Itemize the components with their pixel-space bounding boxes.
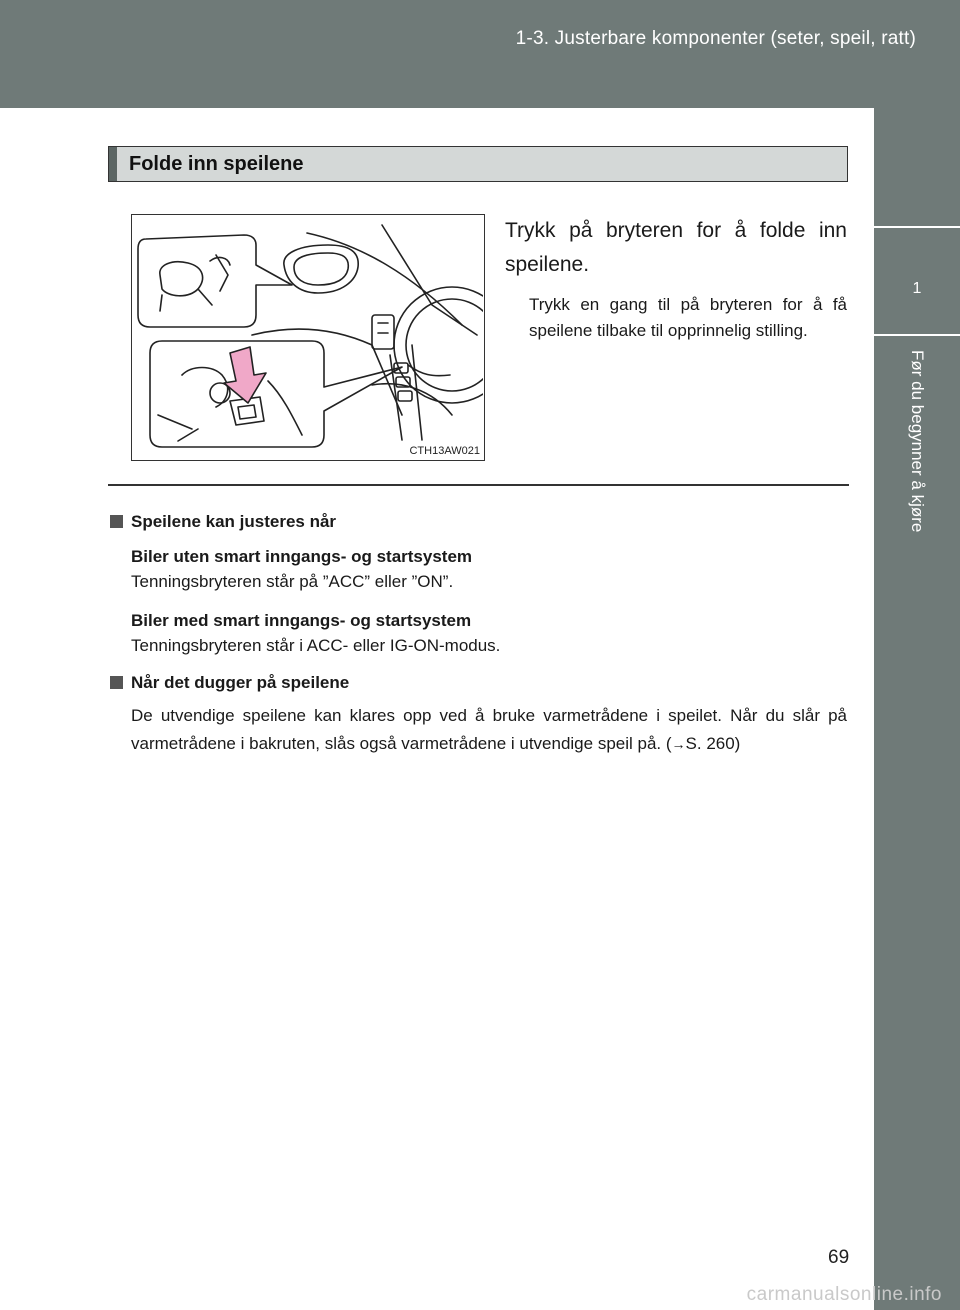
mirror-switch-drawing [132,215,483,459]
no-smart-text: Tenningsbryteren står på ”ACC” eller ”ON”. [131,572,454,591]
bullet-square-icon [110,676,123,689]
page-reference-link[interactable]: S. 260) [685,734,741,753]
section-heading [108,146,848,182]
mirror-fold-illustration [131,214,485,461]
note-heading-text: Speilene kan justeres når [131,512,337,531]
figure-code: CTH13AW021 [409,445,480,457]
fog-paragraph [131,702,847,758]
side-tab-number: 1 [912,280,922,297]
watermark: carmanualsonline.info [746,1284,942,1305]
note-heading-fog [110,673,349,693]
chapter-title: 1-3. Justerbare komponenter (seter, speil, ratt) [515,28,916,49]
smart-text: Tenningsbryteren står i ACC- eller IG-ON-modus. [131,636,501,655]
section-divider [108,484,849,486]
section-heading-text: Folde inn speilene [129,153,304,175]
arrow-icon: → [671,736,686,752]
sub-instruction: Trykk en gang til på bryteren for å få speilene tilbake til opprinnelig stilling. [529,295,847,340]
smart-heading: Biler med smart inngangs- og startsystem [131,611,472,630]
fog-text: De utvendige speilene kan klares opp ved å bruke varmetrådene i speilet. Når du slår på varmetrådene i bakruten, slås også varmetrådene i utvendige speil på. ( [131,706,847,753]
bullet-square-icon [110,515,123,528]
side-tab-label: Før du begynner å kjøre [908,350,927,533]
note-heading-adjust [110,512,336,532]
no-smart-heading: Biler uten smart inngangs- og startsystem [131,547,473,566]
heading-accent-bar [109,147,117,181]
main-instruction: Trykk på bryteren for å folde inn speilene. [505,219,847,276]
header-band [0,0,960,108]
note-heading-text: Når det dugger på speilene [131,673,350,692]
page-number: 69 [828,1247,850,1268]
